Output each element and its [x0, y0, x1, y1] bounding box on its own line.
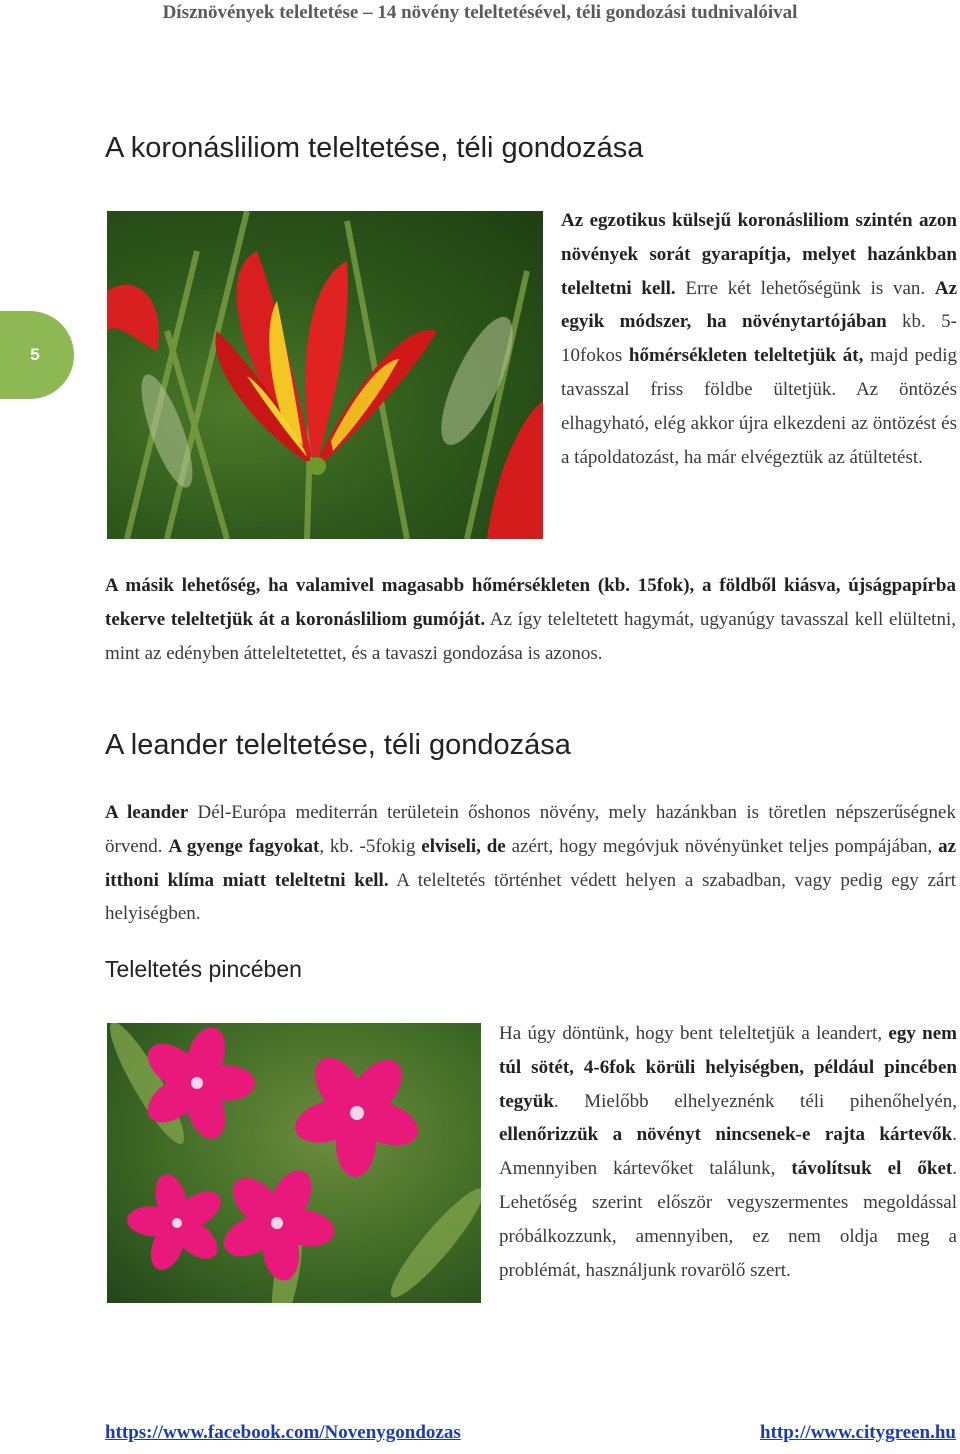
- bold-text-run: ellenőrizzük a növényt nincsenek-e rajta kártevők: [499, 1124, 953, 1146]
- bold-text-run: A másik lehetőség, ha valamivel magasabb hőmérsékleten (kb. 15fok), a földből kiásva, újságpapírba tekerve teleltetjük át a koronásliliom gumóját.: [105, 575, 956, 630]
- bold-text-run: elviseli, de: [421, 835, 506, 857]
- text-run: kb. 5-10fokos: [561, 311, 957, 367]
- bold-text-run: Az egyik módszer, ha növénytartójában: [561, 277, 957, 333]
- page-number-badge: [0, 311, 74, 399]
- koronasliliom-paragraph-2: [105, 569, 956, 670]
- text-run: . Mielőbb elhelyeznénk téli pihenőhelyén,: [553, 1090, 957, 1112]
- citygreen-link[interactable]: http://www.citygreen.hu: [760, 1422, 956, 1443]
- bold-text-run: hőmérsékleten teleltetjük át,: [628, 345, 864, 367]
- gloriosa-lily-photo: [107, 211, 543, 539]
- koronasliliom-paragraph-1: [561, 204, 957, 474]
- section-title-koronasliliom: A koronásliliom teleltetése, téli gondozása: [105, 132, 644, 164]
- bold-text-run: az itthoni klíma miatt teleltetni kell.: [105, 835, 957, 891]
- bold-text-run: távolítsuk el őket: [791, 1158, 953, 1180]
- document-header: Dísznövények teleltetése – 14 növény teleltetésével, téli gondozási tudnivalóival: [162, 2, 798, 23]
- page-number: 5: [30, 345, 40, 364]
- text-run: Dél-Európa mediterrán területein őshonos növény, mely hazánkban is töretlen népszerűségnek örvend.: [105, 802, 956, 857]
- text-run: majd pedig tavasszal friss földbe ültetjük. Az öntözés elhagyható, elég akkor újra elkezdeni az öntözést és a tápoldatozást, ha már elvégeztük az átültetést.: [561, 345, 957, 468]
- leander-paragraph: [105, 796, 956, 931]
- bold-text-run: A leander: [105, 802, 189, 823]
- text-run: Erre két lehetőségünk is van.: [675, 277, 935, 299]
- oleander-photo: [107, 1023, 481, 1303]
- gloriosa-lily-illustration: [107, 211, 543, 539]
- subsection-title-pince: Teleltetés pincében: [105, 956, 302, 982]
- text-run: azért, hogy megóvjuk növényünket teljes pompájában,: [505, 835, 939, 857]
- bold-text-run: A gyenge fagyokat: [168, 835, 320, 857]
- text-run: , kb. -5fokig: [319, 835, 422, 857]
- text-run: A teleltetés történhet védett helyen a szabadban, vagy pedig egy zárt helyiségben.: [105, 869, 956, 925]
- pince-paragraph: [499, 1017, 957, 1287]
- section-title-leander: A leander teleltetése, téli gondozása: [105, 729, 571, 761]
- text-run: Ha úgy döntünk, hogy bent teleltetjük a leandert,: [499, 1023, 889, 1044]
- text-run: Az így teleltetett hagymát, ugyanúgy tavasszal kell elültetni, mint az edényben átteleltetettet, és a tavaszi gondozása is azonos.: [105, 608, 956, 664]
- bold-text-run: Az egzotikus külsejű koronásliliom szintén azon növények sorát gyarapítja, melyet hazánkban teleltetni kell.: [561, 210, 957, 299]
- text-run: . Lehetőség szerint először vegyszermentes megoldással próbálkozzunk, amennyiben, ez nem oldja meg a problémát, használjunk rovarölő szert.: [499, 1158, 957, 1281]
- text-run: . Amennyiben kártevőket találunk,: [499, 1124, 957, 1180]
- oleander-illustration: [107, 1023, 481, 1303]
- facebook-link[interactable]: https://www.facebook.com/Novenygondozas: [105, 1422, 461, 1443]
- bold-text-run: egy nem túl sötét, 4-6fok körüli helyiségben, például pincében tegyük: [499, 1023, 957, 1112]
